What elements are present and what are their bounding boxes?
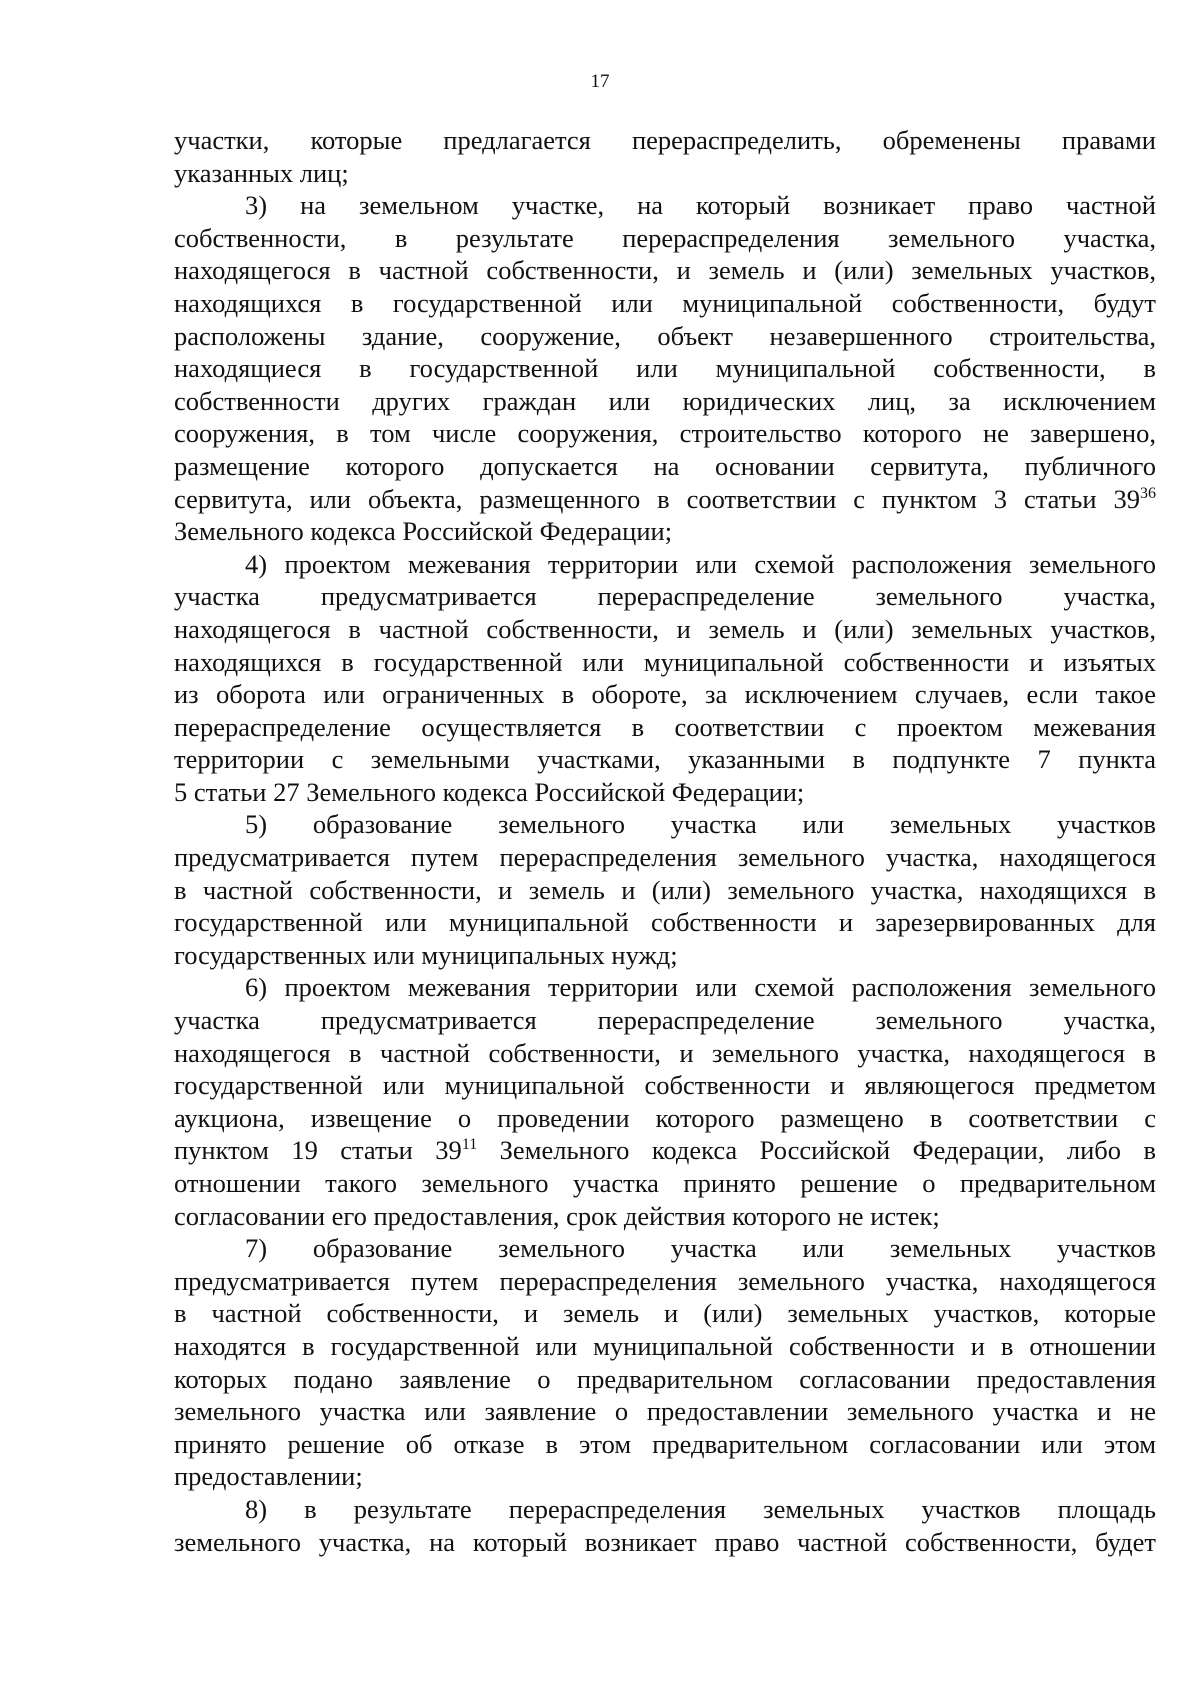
text-line-content: указанных лиц; [174, 157, 349, 188]
text-line [174, 1037, 1156, 1070]
text-line [174, 1297, 1156, 1330]
text-line-content: находящихся в государственной или муниципальной собственности, будут [174, 287, 1156, 318]
document-body [174, 124, 1156, 1558]
text-line [174, 646, 1156, 679]
text-line [174, 1102, 1156, 1135]
text-line-content: государственных или муниципальных нужд; [174, 939, 678, 970]
text-line-content: расположены здание, сооружение, объект незавершенного строительства, [174, 320, 1156, 351]
text-line [174, 1232, 1156, 1265]
text-line [174, 1428, 1156, 1461]
text-line [174, 711, 1156, 744]
page-number: 17 [590, 71, 610, 92]
text-line-content: из оборота или ограниченных в обороте, за исключением случаев, если такое [174, 679, 1156, 710]
text-line-content: аукциона, извещение о проведении которого размещено в соответствии с [174, 1102, 1156, 1133]
text-line-content: собственности других граждан или юридических лиц, за исключением [174, 385, 1156, 416]
text-line [174, 548, 1156, 581]
text-line [174, 124, 1156, 157]
text-line-content: участка предусматривается перераспределение земельного участка, [174, 581, 1156, 612]
text-line-content: государственной или муниципальной собственности и зарезервированных для [174, 907, 1156, 938]
text-line-content: предусматривается путем перераспределения земельного участка, находящегося [174, 842, 1156, 873]
text-line-content: государственной или муниципальной собственности и являющегося предметом [174, 1070, 1156, 1101]
text-line [174, 743, 1156, 776]
text-line-content: размещение которого допускается на основании сервитута, публичного [174, 450, 1156, 481]
text-line-content: участки, которые предлагается перераспределить, обременены правами [174, 125, 1156, 155]
text-line-content: отношении такого земельного участка принято решение о предварительном [174, 1168, 1156, 1198]
text-line [174, 385, 1156, 418]
text-line-content: принято решение об отказе в этом предварительном согласовании или этом [174, 1428, 1156, 1459]
text-line [174, 678, 1156, 711]
text-line [174, 906, 1156, 939]
text-line [174, 417, 1156, 450]
text-line [174, 1167, 1156, 1200]
text-line-content: сооружения, в том числе сооружения, строительство которого не завершено, [174, 418, 1156, 449]
text-line-content: 6) проектом межевания территории или схемой расположения земельного [245, 972, 1156, 1003]
text-line-content: которых подано заявление о предварительном согласовании предоставления [174, 1363, 1156, 1394]
text-line-content: участка предусматривается перераспределение земельного участка, [174, 1005, 1156, 1036]
text-line-content: 5) образование земельного участка или земельных участков [245, 809, 1156, 840]
text-line [174, 254, 1156, 287]
text-line-content: находятся в государственной или муниципальной собственности и в отношении [174, 1330, 1156, 1361]
text-line [174, 1069, 1156, 1102]
text-line-content: 3) на земельном участке, на который возникает право частной [245, 190, 1156, 221]
text-line [174, 287, 1156, 320]
text-line [174, 450, 1156, 483]
text-line [174, 808, 1156, 841]
text-line-content: находящегося в частной собственности, и земель и (или) земельных участков, [174, 613, 1156, 644]
text-line-content: Земельного кодекса Российской Федерации; [174, 516, 673, 547]
text-line-content: пунктом 19 статьи 39 [174, 1135, 462, 1166]
superscript: 11 [461, 1136, 478, 1154]
text-line-content: находящихся в государственной или муниципальной собственности и изъятых [174, 646, 1156, 677]
text-line [174, 483, 1156, 516]
text-line-content: 5 статьи 27 Земельного кодекса Российской Федерации; [174, 776, 805, 807]
text-line-content: находящиеся в государственной или муниципальной собственности, в [174, 353, 1156, 384]
text-line [174, 320, 1156, 353]
text-line-continuation: Земельного кодекса Российской Федерации, либо в [477, 1135, 1156, 1166]
text-line-content: находящегося в частной собственности, и земельного участка, находящегося в [174, 1037, 1156, 1068]
text-line [174, 971, 1156, 1004]
text-line [174, 939, 1156, 972]
text-line [174, 1134, 1156, 1167]
text-line-content: предоставлении; [174, 1461, 363, 1492]
text-line-content: земельного участка или заявление о предоставлении земельного участка и не [174, 1396, 1156, 1427]
text-line-content: сервитута, или объекта, размещенного в соответствии с пунктом 3 статьи 39 [174, 483, 1140, 514]
text-line-content: перераспределение осуществляется в соответствии с проектом межевания [174, 711, 1156, 742]
text-line [174, 1460, 1156, 1493]
text-line-content: в частной собственности, и земель и (или) земельных участков, которые [174, 1298, 1156, 1329]
text-line [174, 515, 1156, 548]
text-line [174, 1493, 1156, 1526]
text-line [174, 1363, 1156, 1396]
text-line [174, 874, 1156, 907]
text-line [174, 613, 1156, 646]
text-line-content: земельного участка, на который возникает право частной собственности, будет [174, 1526, 1156, 1557]
text-line-content: собственности, в результате перераспределения земельного участка, [174, 222, 1156, 253]
text-line [174, 157, 1156, 190]
text-line [174, 841, 1156, 874]
text-line-content: 8) в результате перераспределения земельных участков площадь [245, 1493, 1156, 1524]
text-line-content: согласовании его предоставления, срок действия которого не истек; [174, 1200, 940, 1231]
text-line [174, 1004, 1156, 1037]
text-line [174, 1526, 1156, 1559]
text-line [174, 1395, 1156, 1428]
text-line [174, 1330, 1156, 1363]
text-line-content: находящегося в частной собственности, и земель и (или) земельных участков, [174, 255, 1156, 286]
text-line [174, 580, 1156, 613]
text-line-content: территории с земельными участками, указанными в подпункте 7 пункта [174, 744, 1156, 775]
text-line [174, 352, 1156, 385]
text-line-content: в частной собственности, и земель и (или) земельного участка, находящихся в [174, 874, 1156, 905]
text-line [174, 1265, 1156, 1298]
text-line-content: 7) образование земельного участка или земельных участков [245, 1233, 1156, 1264]
text-line-content: 4) проектом межевания территории или схемой расположения земельного [245, 548, 1156, 579]
text-line [174, 222, 1156, 255]
text-line [174, 776, 1156, 809]
superscript: 36 [1140, 484, 1156, 502]
text-line [174, 189, 1156, 222]
text-line [174, 1200, 1156, 1233]
text-line-content: предусматривается путем перераспределения земельного участка, находящегося [174, 1265, 1156, 1296]
